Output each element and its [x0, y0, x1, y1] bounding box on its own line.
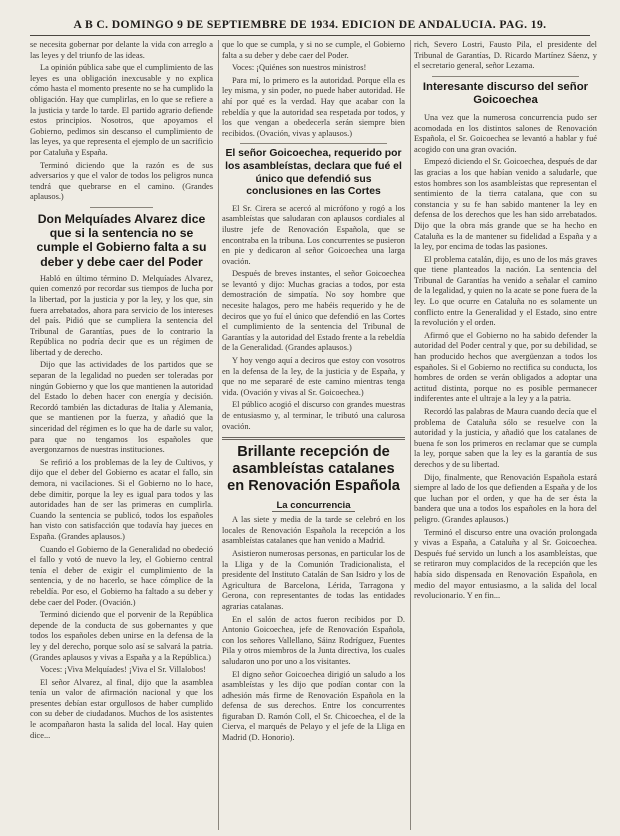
masthead: A B C. DOMINGO 9 DE SEPTIEMBRE DE 1934. EDICION DE ANDALUCIA. PAG. 19.: [73, 18, 547, 31]
paragraph: Recordó las palabras de Maura cuando decía que el problema de Cataluña sólo se resuelve con la autoridad y la justicia, y añadió que los catalanes de buena fe son los primeros en reclamar que se cumpla la ley, porque saben que la ley es la garantía de sus derechos y de su libertad.: [414, 407, 597, 469]
headline-discurso-goicoechea: Interesante discurso del señor Goicoechea: [422, 80, 589, 107]
paragraph: Empezó diciendo el Sr. Goicoechea, después de dar las gracias a los que habían venido a saludarle, que estos hombres son los asambleístas que representan el sentimiento de la tierra catalana, que con su constancia y su fe han sabido mantener la ley en defensa de los derechos que les han sido arrebatados. Dijo que la obra más grande que se ha hecho en Cataluña es la de mantener su fidelidad a España y a la ley, por encima de todas las pasiones.: [414, 157, 597, 252]
paragraph: El señor Alvarez, al final, dijo que la asamblea tenía un valor de afirmación nacional y que los presentes debían estar orgullosos de haber cumplido con su deber de ciudadanos. Muchos de los asistentes le acompañaron hasta la salida del local. Hay quien dice...: [30, 677, 213, 740]
column-rule-2: [410, 40, 411, 830]
paragraph: Terminó el discurso entre una ovación prolongada y vivas a España, a Cataluña y al Sr. Goicoechea. Después fué servido un lunch a los asambleístas, que se retiraron muy complacidos de la recepción que les había sido dispensada en Renovación Española, en medio del mayor entusiasmo, a la salida del local revolucionario. Y en fin...: [414, 527, 597, 601]
paragraph: Y hoy vengo aquí a deciros que estoy con vosotros en la defensa de la ley, de la justicia y de España, y que no me separaré de este camino mientras tenga vida. (Ovación y vivas al Sr. Goicoechea.): [222, 356, 405, 397]
paragraph: se necesita gobernar por delante la vida con arreglo a las leyes y del triunfo de las ideas.: [30, 40, 213, 60]
paragraph: El digno señor Goicoechea dirigió un saludo a los asambleístas y les dijo que podían contar con la adhesión más firme de Renovación Española en la defensa de sus derechos. Entre los concurrentes figuraban D. Ramón Coll, el Sr. Chicoechea, el de la Cierva, el marqués de Pelayo y el jefe de la Lliga en Madrid (D. Honorio).: [222, 669, 405, 743]
paragraph: Una vez que la numerosa concurrencia pudo ser acomodada en los distintos salones de Renovación Española, el Sr. Goicoechea se levantó a hablar y fué acogido con una gran ovación.: [414, 112, 597, 154]
paragraph: Terminó diciendo que el porvenir de la República depende de la conducta de sus gobernantes y que todos los españoles deben unirse en la defensa de la ley y del derecho, porque solo así se salvará la patria. (Grandes aplausos y vivas a España y a la República.): [30, 610, 213, 662]
paragraph: Voces: ¡Viva Melquíades! ¡Viva el Sr. Villalobos!: [40, 665, 206, 675]
paragraph: El público acogió el discurso con grandes muestras de entusiasmo y, al terminar, le tributó una calurosa ovación.: [222, 400, 405, 431]
paragraph: Se refirió a los problemas de la ley de Cultivos, y dijo que el deber del Gobierno es acatar el fallo, sin demora, ni vacilaciones. Si el Gobierno no lo hace, debe dimitir, porque la ley es igual para todos y las autoridades han de ser las primeras en cumplirla. Cuando la sentencia se publicó, todos los españoles han visto con satisfacción que todavía hay jueces en España. (Grandes aplausos.): [30, 457, 213, 541]
column-1: [30, 40, 213, 832]
separator: [240, 143, 387, 144]
masthead-rule: [30, 35, 590, 36]
paragraph: Asistieron numerosas personas, en particular los de la Lliga y de la Comunión Tradicionalista, el presidente del Instituto Catalán de San Isidro y los de Agricultura de Barcelona, Lérida, Tarragona y Gerona, con representantes de todas las entidades agrarias catalanas.: [222, 548, 405, 611]
paragraph: Dijo, finalmente, que Renovación Española estará siempre al lado de los que defienden a España y de los que luchan por el orden, y que ha de ser ésta la bandera que una a todos los españoles en la hora del peligro. (Grandes aplausos.): [414, 472, 597, 524]
paragraph: rich, Severo Lostri, Fausto Pila, el presidente del Tribunal de Garantías, D. Ricardo Martínez Sáenz, y el secretario general, señor Lezama.: [414, 40, 597, 71]
paragraph: Afirmó que el Gobierno no ha sabido defender la autoridad del Poder central y que, por su debilidad, se han producido hechos que avergüenzan a todos los españoles. Si el Gobierno no rectifica su conducta, los hombres de orden se verán obligados a adoptar una actitud distinta, porque no es posible permanecer indiferentes ante el ultraje a la ley y a la patria.: [414, 330, 597, 404]
paragraph: La opinión pública sabe que el cumplimiento de las leyes es una obligación inexcusable y no explica cómo hasta el momento presente no se ha cumplido la obligación. Hay que cumplirlas, en lo que se refiere a la justicia y tarde lo tarde. El partido agrario defiende estos principios. Nosotros, que apoyamos el Gobierno, pedimos sin descanso el cumplimiento de las leyes, ya que representa el ejemplo de un sacrificio por Cataluña y España.: [30, 63, 213, 157]
paragraph: Cuando el Gobierno de la Generalidad no obedeció el fallo y votó de nuevo la ley, el Gobierno central tenía el deber de exigir el cumplimiento de la sentencia, y de no hacerlo, se hace cómplice de la rebeldía. Por eso, el Gobierno ha faltado a su deber y debe caer del Poder. (Ovación.): [30, 544, 213, 607]
paragraph: Habló en último término D. Melquíades Alvarez, quien comenzó por recordar sus tiempos de lucha por la libertad, por la justicia y por la ley, y los que, sin fuera arrebatados, ahora para servicio de los intereses del país. Pidió que se cumpliera la sentencia del Tribunal de Garantías, pues de lo contrario la República no podría decir que es un régimen de libertad y de derecho.: [30, 273, 213, 357]
subhead-concurrencia: [222, 500, 405, 511]
separator: [90, 207, 153, 208]
paragraph: Después de breves instantes, el señor Goicoechea se levantó y dijo: Muchas gracias a todos, por esta demostración de simpatía. No soy hombre que necesite halagos, pero me habéis requerido y he de deciros que yo fuí el único que defendió en las Cortes el cumplimiento de la sentencia del Tribunal de Garantías y la autoridad del Estado frente a la rebeldía de la Generalidad. (Grandes aplausos.): [222, 269, 405, 353]
headline-alvarez: Don Melquíades Alvarez dice que si la sentencia no se cumple el Gobierno falta a su deber y debe caer del Poder: [36, 211, 207, 269]
paragraph: Dijo que las actividades de los partidos que se separan de la legalidad no pueden ser toleradas por ningún Gobierno y que los que mantienen la autoridad del Estado lo deben hacer con energía y decisión. Recordó también las dictaduras de Italia y Alemania, que se mantienen por la fuerza, y añadió que la sinceridad del régimen es lo que ha de darle su valor, para que no tengamos los españoles que avergonzarnos de nuestras instituciones.: [30, 360, 213, 455]
column-3: [414, 40, 597, 832]
column-2: [222, 40, 405, 832]
paragraph: Voces: ¡Quiénes son nuestros ministros!: [232, 63, 367, 73]
paragraph: A las siete y media de la tarde se celebró en los locales de Renovación Española la recepción a los asambleístas catalanes que han venido a Madrid.: [222, 515, 405, 546]
subhead-label: La concurrencia: [272, 500, 354, 512]
paragraph: El problema catalán, dijo, es uno de los más graves que tiene planteados la nación. La sentencia del Tribunal de Garantías ha venido a señalar el camino de la legalidad, y quien no la acate se pone fuera de la ley. Lo que ocurre en Cataluña no es solamente un conflicto entre la Generalidad y el Estado, sino entre la revolución y el orden.: [414, 254, 597, 328]
headline-brillante-recepcion: Brillante recepción de asambleístas catalanes en Renovación Española: [227, 444, 400, 495]
double-separator: [222, 437, 405, 440]
paragraph: Para mí, lo primero es la autoridad. Porque ella es ley misma, y sin poder, no puede haber autoridad. He ahí por qué es la verdad. Hay que acabar con la rebeldía y que la autoridad sea respetada por todos, y los que vengan a obedecerla serán siempre bien recibidos. (Ovación, vivas y aplausos.): [222, 75, 405, 138]
paragraph: que lo que se cumpla, y si no se cumple, el Gobierno falta a su deber y debe caer del Poder.: [222, 40, 405, 60]
column-rule-1: [218, 40, 219, 830]
paragraph: Terminó diciendo que la razón es de sus adversarios y que el valor de todos los peligros nunca tendrá que quebrarse en el camino. (Grandes aplausos.): [30, 160, 213, 202]
paragraph: El Sr. Cirera se acercó al micrófono y rogó a los asambleístas que saludaran con aplausos cordiales al ilustre jefe de Renovación Española, que se encontraba en la tribuna. Los concurrentes se pusieron en pie y dedicaron al señor Goicoechea una larga ovación.: [222, 203, 405, 266]
paragraph: En el salón de actos fueron recibidos por D. Antonio Goicoechea, jefe de Renovación Española, con los señores Vallellano, Sáinz Rodríguez, Fuentes Pila y otros miembros de la Junta directiva, los cuales saludaron uno por uno a los visitantes.: [222, 614, 405, 666]
separator: [432, 76, 579, 77]
headline-goicoechea-requerido: El señor Goicoechea, requerido por los asambleístas, declara que fué el único que defendió sus conclusiones en las Cortes: [225, 148, 402, 198]
